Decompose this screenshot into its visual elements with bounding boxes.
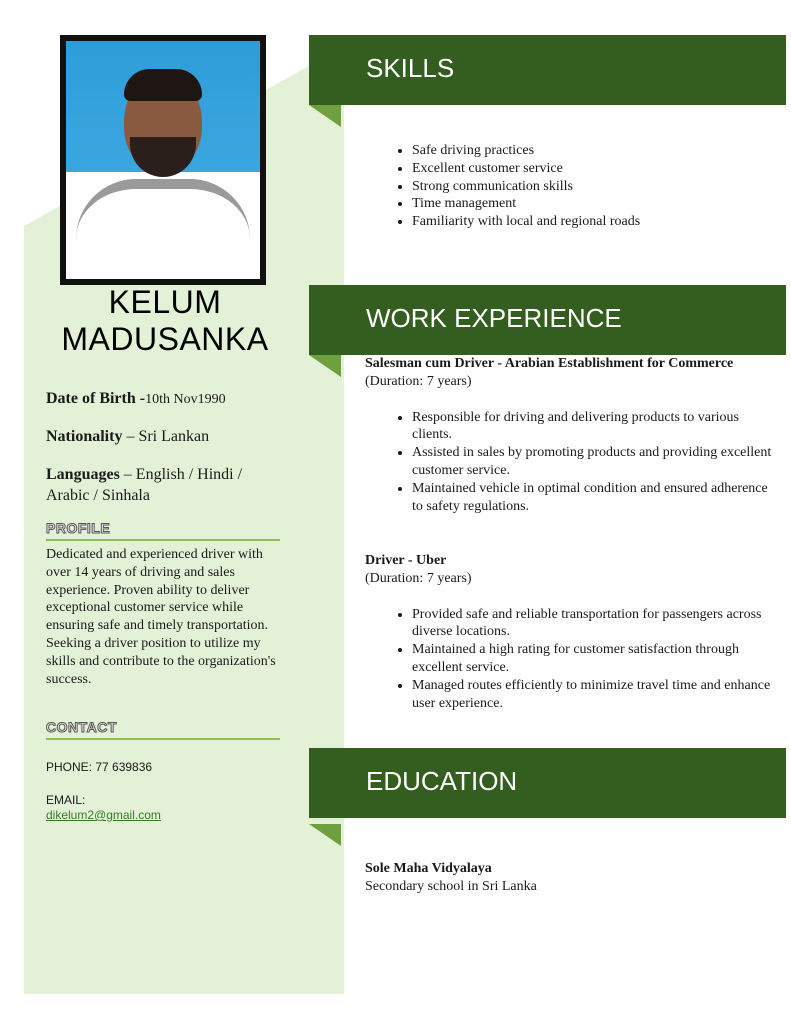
- contact-phone: PHONE: 77 639836: [46, 760, 153, 774]
- photo-beard: [130, 137, 196, 177]
- work-banner-fold: [309, 355, 341, 377]
- skill-item: • Safe driving practices: [412, 142, 780, 160]
- photo-hair: [124, 69, 202, 101]
- person-name: [40, 284, 290, 358]
- education-entry: [365, 860, 780, 896]
- skills-banner-fold: [309, 105, 341, 127]
- skill-item: • Strong communication skills: [412, 178, 780, 196]
- languages-label: Languages: [46, 466, 120, 483]
- job-2: [365, 552, 780, 712]
- nationality-value: – Sri Lankan: [122, 428, 210, 445]
- dob-label: Date of Birth -: [46, 390, 146, 407]
- contact-email-label: EMAIL:: [46, 793, 86, 807]
- contact-email: [46, 808, 161, 822]
- education-banner: EDUCATION: [309, 748, 786, 818]
- duty-item: • Maintained vehicle in optimal condition and ensured adherence to safety regulations.: [412, 480, 780, 516]
- skills-list: [365, 142, 780, 231]
- profile-text: Dedicated and experienced driver with over 14 years of driving and sales experience. Proven ability to deliver exceptional customer service while ensuring safe and timely transportation. Seeking a driver position to utilize my skills and contribute to the organization's success.: [46, 547, 276, 687]
- nationality: [46, 426, 286, 447]
- skill-item: • Time management: [412, 195, 780, 213]
- job-title: Driver - Uber: [365, 553, 447, 568]
- name-line-1: KELUM: [108, 284, 222, 320]
- work-experience-banner: WORK EXPERIENCE: [309, 285, 786, 355]
- education-banner-fold: [309, 824, 341, 846]
- school-detail: Secondary school in Sri Lanka: [365, 878, 537, 894]
- duty-item: • Provided safe and reliable transportation for passengers across diverse locations.: [412, 606, 780, 642]
- duty-item: • Managed routes efficiently to minimize travel time and enhance user experience.: [412, 677, 780, 713]
- skill-item: • Excellent customer service: [412, 160, 780, 178]
- job-duration: (Duration: 7 years): [365, 570, 472, 586]
- nationality-label: Nationality: [46, 428, 123, 445]
- languages: [46, 464, 286, 506]
- profile-heading: PROFILE: [46, 520, 280, 541]
- photo-shirt: [76, 179, 250, 279]
- job-1: [365, 355, 780, 515]
- duty-item: • Responsible for driving and delivering products to various clients.: [412, 409, 780, 445]
- duty-item: • Assisted in sales by promoting products and providing excellent customer service.: [412, 444, 780, 480]
- date-of-birth: [46, 388, 286, 410]
- job-duties: [365, 409, 780, 516]
- name-line-2: MADUSANKA: [61, 321, 269, 357]
- skills-banner: SKILLS: [309, 35, 786, 105]
- job-duties: [365, 606, 780, 713]
- job-duration: (Duration: 7 years): [365, 373, 472, 389]
- duty-item: • Maintained a high rating for customer satisfaction through excellent service.: [412, 641, 780, 677]
- photo-image: [66, 41, 260, 279]
- email-link[interactable]: dikelum2@gmail.com: [46, 808, 161, 822]
- languages-value: – English / Hindi / Arabic / Sinhala: [46, 466, 243, 504]
- profile-photo: [60, 35, 266, 285]
- dob-value: 10th Nov1990: [145, 392, 226, 407]
- job-title: Salesman cum Driver - Arabian Establishment for Commerce: [365, 356, 734, 371]
- school-name: Sole Maha Vidyalaya: [365, 861, 492, 876]
- skill-item: • Familiarity with local and regional roads: [412, 213, 780, 231]
- skills-list-container: [365, 142, 780, 231]
- contact-heading: CONTACT: [46, 719, 280, 740]
